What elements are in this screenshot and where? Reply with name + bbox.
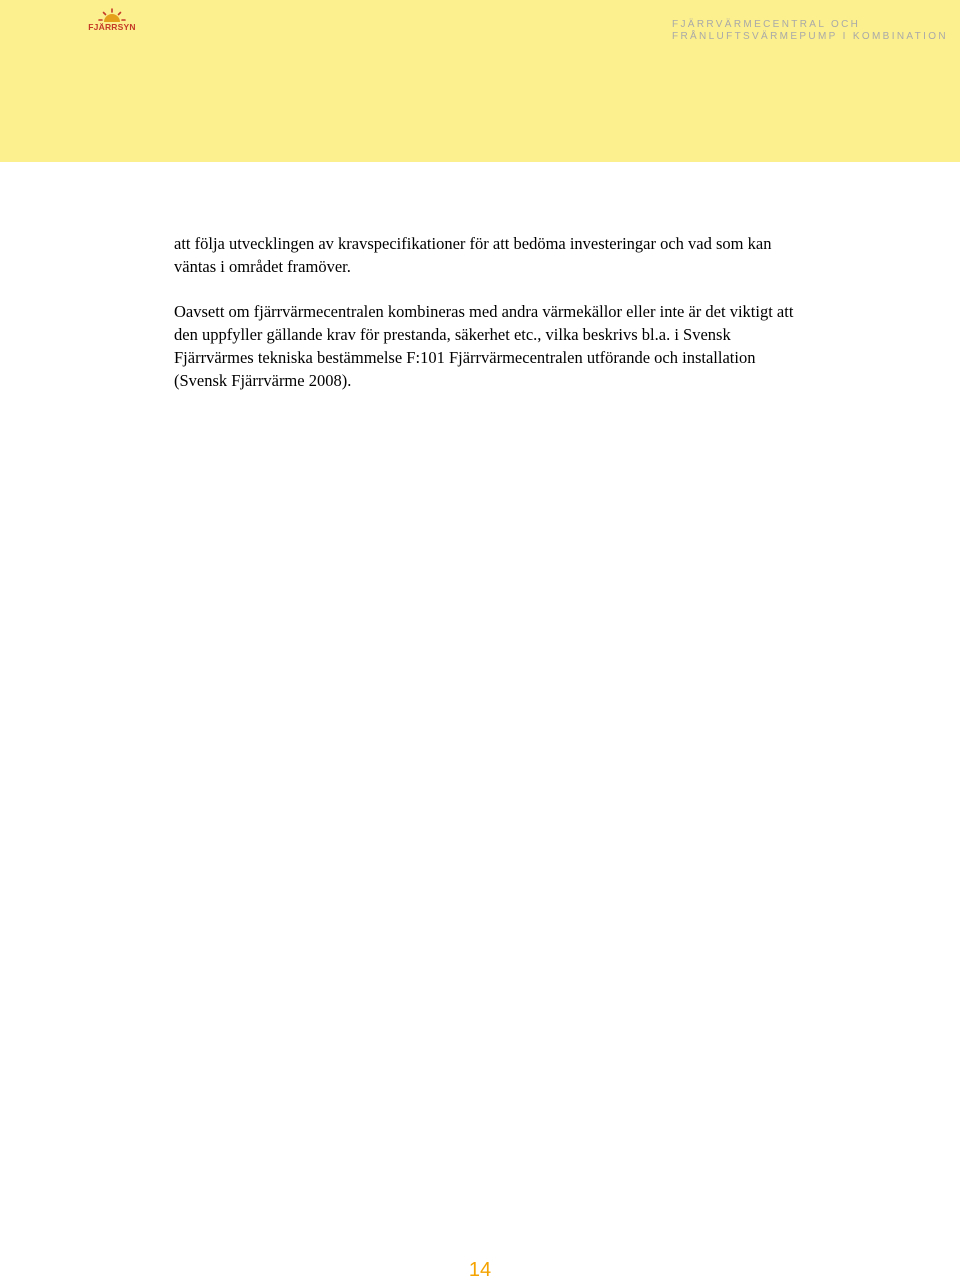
paragraph-2: Oavsett om fjärrvärmecentralen kombineras med andra värmekällor eller inte är det viktigt att den uppfyller gällande krav för prestanda, säkerhet etc., vilka beskrivs bl.a. i Svensk Fjärrvärmes tekniska bestämmelse F:101 Fjärrvärmecentralen utförande och installation (Svensk Fjärrvärme 2008). — [174, 302, 794, 390]
header-band — [0, 0, 960, 162]
fjarrsyn-logo — [84, 8, 140, 34]
running-title — [672, 19, 948, 43]
paragraph-1: att följa utvecklingen av kravspecifikationer för att bedöma investeringar och vad som kan väntas i området framöver. — [174, 234, 772, 276]
running-title-line-1: FJÄRRVÄRMECENTRAL OCH — [672, 19, 861, 30]
logo-wordmark: FJÄRRSYN — [88, 22, 136, 32]
body-text — [174, 232, 794, 392]
page-number: 14 — [468, 1259, 492, 1281]
running-title-line-2: FRÅNLUFTSVÄRMEPUMP I KOMBINATION — [672, 31, 948, 42]
